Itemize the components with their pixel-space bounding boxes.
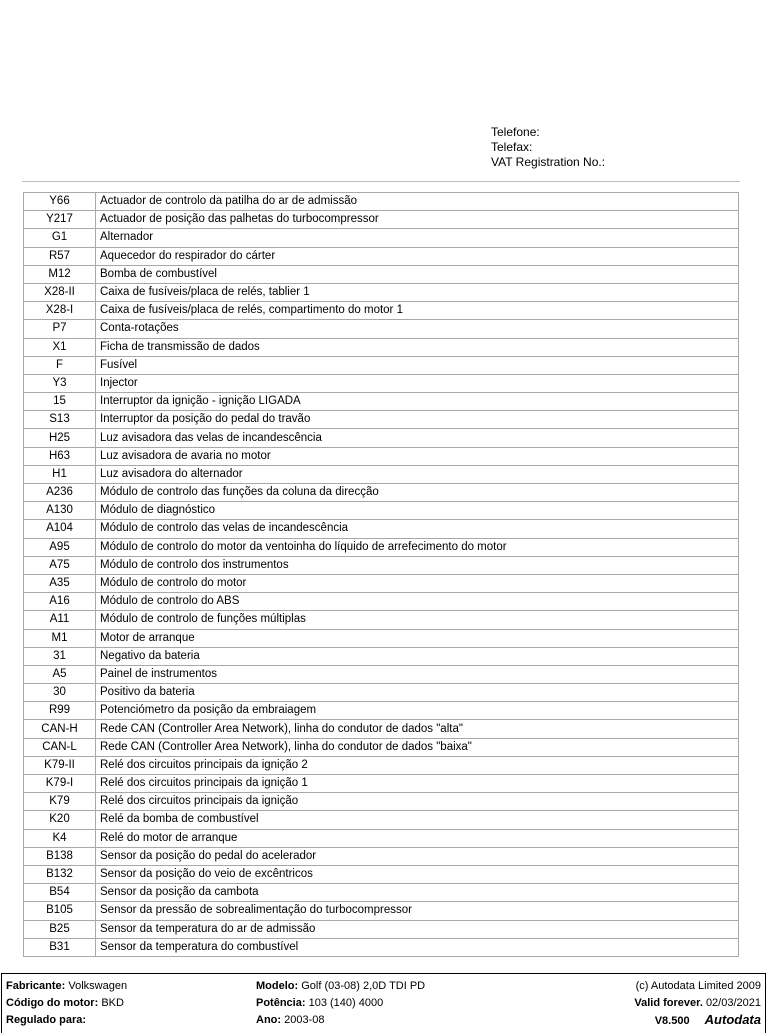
- table-row: [24, 847, 739, 865]
- component-code: B54: [24, 884, 96, 902]
- validity-field: [634, 995, 761, 1011]
- component-code: G1: [24, 229, 96, 247]
- component-code: K79-II: [24, 756, 96, 774]
- component-description: Luz avisadora das velas de incandescência: [96, 429, 739, 447]
- table-row: [24, 302, 739, 320]
- copyright-text: (c) Autodata Limited 2009: [635, 980, 761, 992]
- component-code: P7: [24, 320, 96, 338]
- component-code: 30: [24, 684, 96, 702]
- table-row: [24, 665, 739, 683]
- table-row: [24, 356, 739, 374]
- table-row: [24, 374, 739, 392]
- component-code: B25: [24, 920, 96, 938]
- component-description: Fusível: [96, 356, 739, 374]
- component-code: A236: [24, 484, 96, 502]
- table-row: [24, 611, 739, 629]
- component-code: 15: [24, 393, 96, 411]
- component-code: X1: [24, 338, 96, 356]
- component-code: R99: [24, 702, 96, 720]
- component-description: Bomba de combustível: [96, 265, 739, 283]
- component-code: H25: [24, 429, 96, 447]
- table-row: [24, 775, 739, 793]
- modelo-value: Golf (03-08) 2,0D TDI PD: [301, 980, 426, 992]
- component-description: Luz avisadora do alternador: [96, 465, 739, 483]
- autodata-logo: Autodata: [704, 1012, 761, 1027]
- modelo-label: Modelo:: [256, 980, 299, 992]
- table-row: [24, 465, 739, 483]
- table-row: [24, 283, 739, 301]
- table-row: [24, 265, 739, 283]
- table-row: [24, 593, 739, 611]
- component-description: Actuador de controlo da patilha do ar de admissão: [96, 193, 739, 211]
- component-description: Interruptor da posição do pedal do travão: [96, 411, 739, 429]
- component-code: H1: [24, 465, 96, 483]
- component-code: M12: [24, 265, 96, 283]
- component-code: B132: [24, 865, 96, 883]
- table-row: [24, 320, 739, 338]
- codigo-value: BKD: [101, 997, 124, 1009]
- component-description: Módulo de diagnóstico: [96, 502, 739, 520]
- table-row: [24, 811, 739, 829]
- component-description: Positivo da bateria: [96, 684, 739, 702]
- header-divider: [22, 181, 740, 182]
- component-description: Motor de arranque: [96, 629, 739, 647]
- codigo-field: [6, 995, 124, 1011]
- component-legend-table: [23, 192, 739, 957]
- component-description: Luz avisadora de avaria no motor: [96, 447, 739, 465]
- contact-block: [491, 125, 605, 170]
- codigo-label: Código do motor:: [6, 997, 99, 1009]
- component-description: Relé dos circuitos principais da ignição: [96, 793, 739, 811]
- component-description: Injector: [96, 374, 739, 392]
- table-row: [24, 756, 739, 774]
- ano-label: Ano:: [256, 1014, 282, 1026]
- valid-label: Valid forever.: [634, 997, 703, 1009]
- table-row: [24, 211, 739, 229]
- component-code: H63: [24, 447, 96, 465]
- regulado-label: Regulado para:: [6, 1014, 87, 1026]
- component-code: 31: [24, 647, 96, 665]
- component-description: Módulo de controlo do motor: [96, 574, 739, 592]
- table-row: [24, 574, 739, 592]
- table-row: [24, 793, 739, 811]
- component-description: Módulo de controlo do motor da ventoinha do líquido de arrefecimento do motor: [96, 538, 739, 556]
- component-description: Interruptor da ignição - ignição LIGADA: [96, 393, 739, 411]
- component-code: A5: [24, 665, 96, 683]
- version-field: [655, 1012, 761, 1029]
- table-row: [24, 393, 739, 411]
- component-description: Sensor da posição do veio de excêntricos: [96, 865, 739, 883]
- table-row: [24, 520, 739, 538]
- component-code: A35: [24, 574, 96, 592]
- table-row: [24, 229, 739, 247]
- table-row: [24, 647, 739, 665]
- modelo-field: [256, 978, 425, 994]
- table-row: [24, 429, 739, 447]
- component-code: K79: [24, 793, 96, 811]
- table-row: [24, 484, 739, 502]
- component-description: Ficha de transmissão de dados: [96, 338, 739, 356]
- component-description: Sensor da posição da cambota: [96, 884, 739, 902]
- telefax-label: Telefax:: [491, 140, 533, 154]
- component-description: Sensor da temperatura do ar de admissão: [96, 920, 739, 938]
- valid-date: 02/03/2021: [705, 997, 761, 1009]
- fabricante-label: Fabricante:: [6, 980, 66, 992]
- component-description: Módulo de controlo das funções da coluna da direcção: [96, 484, 739, 502]
- component-code: Y217: [24, 211, 96, 229]
- component-description: Módulo de controlo de funções múltiplas: [96, 611, 739, 629]
- table-row: [24, 338, 739, 356]
- component-code: B138: [24, 847, 96, 865]
- component-code: K79-I: [24, 775, 96, 793]
- component-description: Relé dos circuitos principais da ignição 1: [96, 775, 739, 793]
- table-row: [24, 865, 739, 883]
- component-code: X28-I: [24, 302, 96, 320]
- component-code: A16: [24, 593, 96, 611]
- component-code: A11: [24, 611, 96, 629]
- table-row: [24, 702, 739, 720]
- component-description: Caixa de fusíveis/placa de relés, compartimento do motor 1: [96, 302, 739, 320]
- component-description: Caixa de fusíveis/placa de relés, tablier 1: [96, 283, 739, 301]
- component-code: F: [24, 356, 96, 374]
- component-description: Módulo de controlo do ABS: [96, 593, 739, 611]
- table-row: [24, 247, 739, 265]
- vat-label: VAT Registration No.:: [491, 155, 606, 169]
- component-code: Y66: [24, 193, 96, 211]
- table-row: [24, 884, 739, 902]
- footer-row-1: [2, 978, 765, 994]
- component-code: CAN-H: [24, 720, 96, 738]
- component-description: Sensor da posição do pedal do acelerador: [96, 847, 739, 865]
- vehicle-info-footer: [1, 973, 766, 1033]
- table-row: [24, 502, 739, 520]
- component-description: Sensor da pressão de sobrealimentação do turbocompressor: [96, 902, 739, 920]
- ano-value: 2003-08: [284, 1014, 325, 1026]
- table-row: [24, 629, 739, 647]
- potencia-value: 103 (140) 4000: [308, 997, 384, 1009]
- component-description: Módulo de controlo das velas de incandescência: [96, 520, 739, 538]
- regulado-field: [6, 1012, 86, 1028]
- fabricante-value: Volkswagen: [68, 980, 128, 992]
- component-code: S13: [24, 411, 96, 429]
- component-description: Actuador de posição das palhetas do turbocompressor: [96, 211, 739, 229]
- table-row: [24, 411, 739, 429]
- component-code: M1: [24, 629, 96, 647]
- component-code: R57: [24, 247, 96, 265]
- component-description: Alternador: [96, 229, 739, 247]
- table-row: [24, 902, 739, 920]
- component-code: A130: [24, 502, 96, 520]
- table-row: [24, 938, 739, 956]
- component-description: Potenciómetro da posição da embraiagem: [96, 702, 739, 720]
- component-description: Aquecedor do respirador do cárter: [96, 247, 739, 265]
- component-description: Sensor da temperatura do combustível: [96, 938, 739, 956]
- component-code: B105: [24, 902, 96, 920]
- component-description: Painel de instrumentos: [96, 665, 739, 683]
- component-description: Relé dos circuitos principais da ignição 2: [96, 756, 739, 774]
- legend-body: [24, 193, 739, 957]
- component-description: Rede CAN (Controller Area Network), linha do condutor de dados "baixa": [96, 738, 739, 756]
- table-row: [24, 538, 739, 556]
- potencia-label: Potência:: [256, 997, 306, 1009]
- component-code: B31: [24, 938, 96, 956]
- table-row: [24, 920, 739, 938]
- component-code: K4: [24, 829, 96, 847]
- fabricante-field: [6, 978, 127, 994]
- component-code: Y3: [24, 374, 96, 392]
- component-description: Conta-rotações: [96, 320, 739, 338]
- table-row: [24, 684, 739, 702]
- component-description: Relé da bomba de combustível: [96, 811, 739, 829]
- component-code: CAN-L: [24, 738, 96, 756]
- component-code: A95: [24, 538, 96, 556]
- component-code: A75: [24, 556, 96, 574]
- component-description: Rede CAN (Controller Area Network), linha do condutor de dados "alta": [96, 720, 739, 738]
- footer-row-3: [2, 1012, 765, 1028]
- component-description: Relé do motor de arranque: [96, 829, 739, 847]
- version-text: V8.500: [654, 1015, 690, 1027]
- component-code: X28-II: [24, 283, 96, 301]
- ano-field: [256, 1012, 324, 1028]
- component-code: A104: [24, 520, 96, 538]
- table-row: [24, 829, 739, 847]
- footer-row-2: [2, 995, 765, 1011]
- component-code: K20: [24, 811, 96, 829]
- telefone-label: Telefone:: [491, 125, 540, 139]
- table-row: [24, 720, 739, 738]
- potencia-field: [256, 995, 383, 1011]
- table-row: [24, 447, 739, 465]
- component-description: Módulo de controlo dos instrumentos: [96, 556, 739, 574]
- table-row: [24, 556, 739, 574]
- table-row: [24, 193, 739, 211]
- component-description: Negativo da bateria: [96, 647, 739, 665]
- table-row: [24, 738, 739, 756]
